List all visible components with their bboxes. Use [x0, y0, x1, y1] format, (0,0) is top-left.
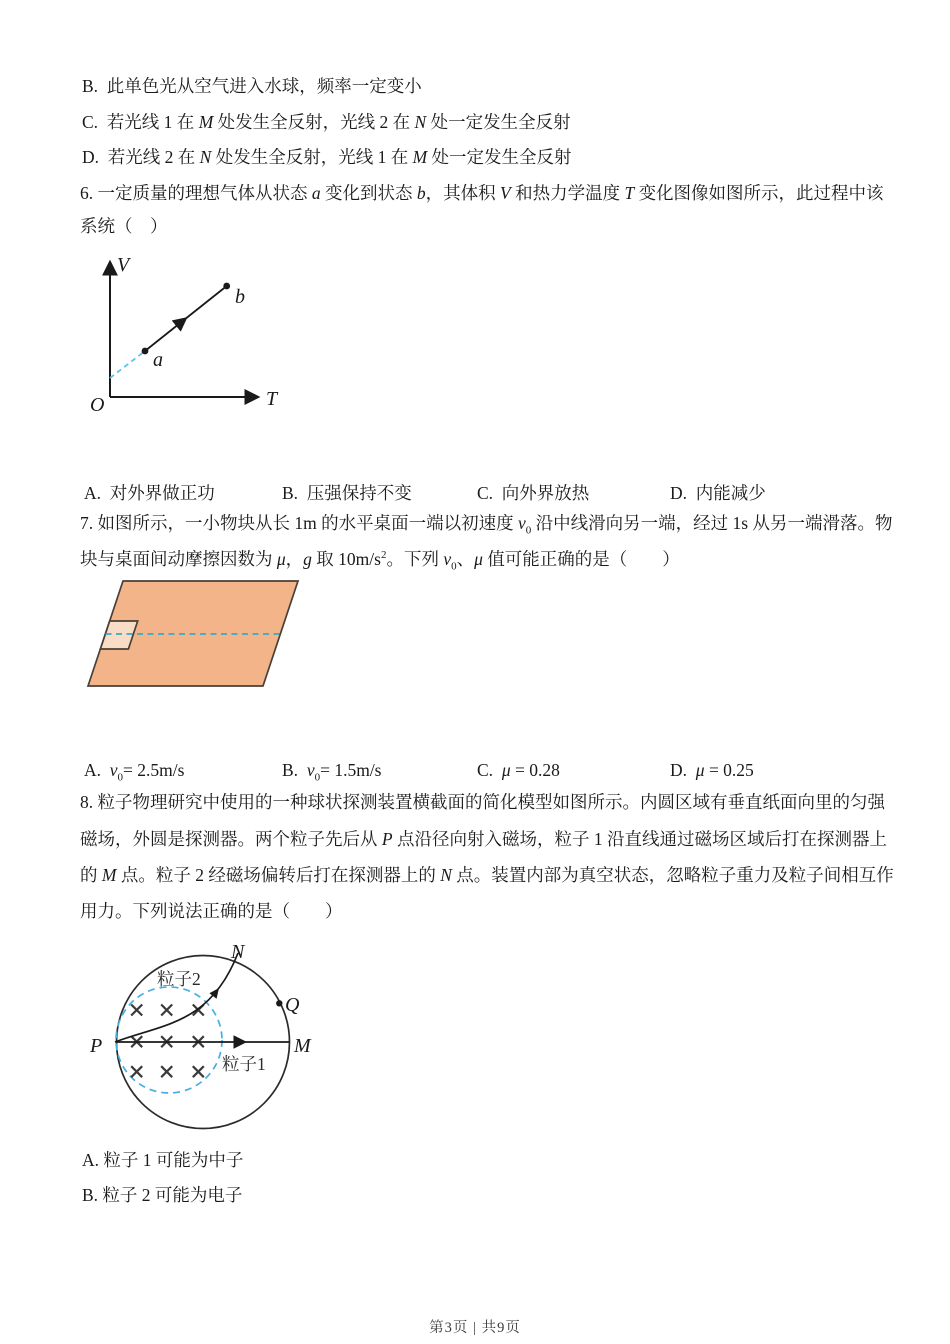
q8-stem-line3: 的 M 点。粒子 2 经磁场偏转后打在探测器上的 N 点。装置内部为真空状态，忽略粒子重力及粒子间相互作 — [80, 865, 894, 885]
page-footer: 第3页 | 共9页 — [429, 1320, 521, 1336]
v-axis-label: V — [117, 254, 130, 276]
point-b-dot — [223, 283, 230, 290]
point-q-dot — [276, 1000, 282, 1006]
point-p-label: P — [90, 1035, 103, 1057]
point-a-dot — [142, 348, 149, 355]
q7-option-b: B. $v_0= 1.5m/s$ — [282, 760, 382, 784]
point-a-label: a — [153, 349, 163, 371]
point-n-label: N — [231, 941, 245, 963]
q6-options-row — [0, 480, 950, 504]
particle2-label: 粒子2 — [157, 969, 201, 989]
q6-option-d: D. 内能减少 — [670, 483, 766, 503]
q5-option-d: D. 若光线 2 在 N 处发生全反射，光线 1 在 M 处一定发生全反射 — [82, 147, 572, 167]
q8-option-a: A. 粒子 1 可能为中子 — [82, 1150, 244, 1170]
q7-stem-line2: 块与桌面间动摩擦因数为 μ，g 取 $10m/s^2$。下列 $v_0$、μ 值可能正确的是（ ） — [80, 548, 680, 573]
point-b-label: b — [235, 286, 245, 308]
q6-option-a: A. 对外界做正功 — [84, 483, 215, 503]
q7-option-c: C. μ = 0.28 — [477, 760, 560, 780]
q6-option-b: B. 压强保持不变 — [282, 483, 412, 503]
q6-option-c: C. 向外界放热 — [477, 483, 590, 503]
q5-option-c: C. 若光线 1 在 M 处发生全反射，光线 2 在 N 处一定发生全反射 — [82, 112, 571, 132]
q7-options-row — [0, 760, 950, 784]
q8-stem-line2: 磁场，外圆是探测器。两个粒子先后从 P 点沿径向射入磁场，粒子 1 沿直线通过磁场区域后打在探测器上 — [80, 829, 887, 849]
point-q-label: Q — [285, 994, 300, 1016]
q6-vt-graph — [78, 248, 293, 418]
particle1-label: 粒子1 — [222, 1054, 266, 1074]
q5-option-b: B. 此单色光从空气进入水球，频率一定变小 — [82, 76, 422, 96]
q6-stem-line2: 系统（ ） — [80, 216, 168, 236]
q7-option-a: A. $v_0= 2.5m/s$ — [84, 760, 185, 784]
origin-label: O — [90, 394, 105, 416]
q7-stem-line1: 7. 如图所示，一小物块从长 1m 的水平桌面一端以初速度 $v_0$ 沿中线滑向另一端，经过 1s 从另一端滑落。物 — [80, 513, 893, 537]
particle2-path — [115, 953, 238, 1042]
t-axis-label: T — [266, 388, 278, 410]
q8-option-b: B. 粒子 2 可能为电子 — [82, 1185, 243, 1205]
point-m-label: M — [294, 1035, 311, 1057]
q6-stem-line1: 6. 一定质量的理想气体从状态 a 变化到状态 b，其体积 V 和热力学温度 T 变化图像如图所示，此过程中该 — [80, 183, 884, 203]
q8-stem-line1: 8. 粒子物理研究中使用的一种球状探测装置横截面的简化模型如图所示。内圆区域有垂直纸面向里的匀强 — [80, 792, 885, 812]
q7-option-d: D. μ = 0.25 — [670, 760, 754, 780]
extrapolation-dashed-line — [110, 351, 145, 378]
q7-table-diagram — [80, 578, 315, 696]
process-line-a-b — [145, 286, 227, 351]
magnetic-field-x-marks — [131, 1005, 204, 1078]
q8-stem-line4: 用力。下列说法正确的是（ ） — [80, 901, 343, 921]
q8-detector-diagram — [85, 935, 315, 1140]
